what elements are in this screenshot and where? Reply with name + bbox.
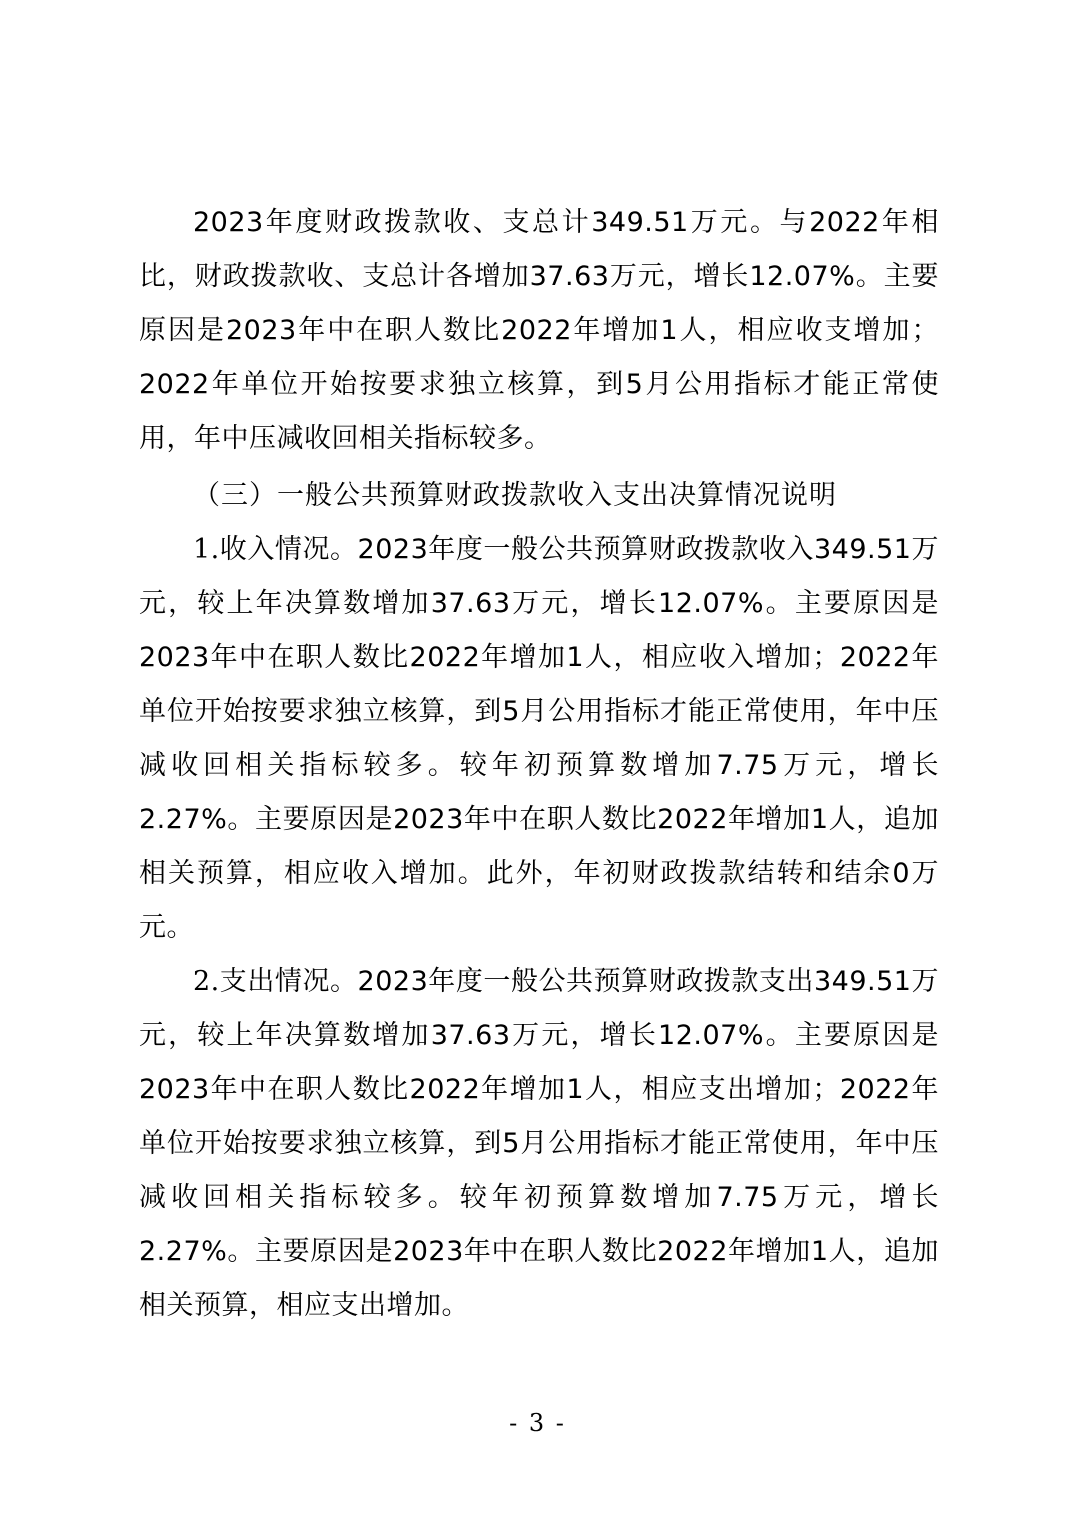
income-paragraph [139,523,939,955]
expenditure-paragraph [139,955,939,1333]
expenditure-body: 2023年度一般公共预算财政拨款支出349.51万元，较上年决算数增加37.63万元，增长12.07%。主要原因是2023年中在职人数比2022年增加1人，相应支出增加；2022年单位开始按要求独立核算，到5月公用指标才能正常使用，年中压减收回相关指标较多。较年初预算数增加7.75万元，增长2.27%。主要原因是2023年中在职人数比2022年增加1人，追加相关预算，相应支出增加。 [139,966,939,1321]
expenditure-lead: 2.支出情况。 [193,966,358,997]
summary-paragraph: 2023年度财政拨款收、支总计349.51万元。与2022年相比，财政拨款收、支总计各增加37.63万元，增长12.07%。主要原因是2023年中在职人数比2022年增加1人，相应收支增加；2022年单位开始按要求独立核算，到5月公用指标才能正常使用，年中压减收回相关指标较多。 [139,207,939,454]
income-body: 2023年度一般公共预算财政拨款收入349.51万元，较上年决算数增加37.63万元，增长12.07%。主要原因是2023年中在职人数比2022年增加1人，相应收入增加；2022年单位开始按要求独立核算，到5月公用指标才能正常使用，年中压减收回相关指标较多。较年初预算数增加7.75万元，增长2.27%。主要原因是2023年中在职人数比2022年增加1人，追加相关预算，相应收入增加。此外，年初财政拨款结转和结余0万元。 [139,534,939,943]
section-heading: （三）一般公共预算财政拨款收入支出决算情况说明 [193,480,837,511]
page-number: - 3 - [509,1409,566,1437]
income-lead: 1.收入情况。 [193,534,358,565]
